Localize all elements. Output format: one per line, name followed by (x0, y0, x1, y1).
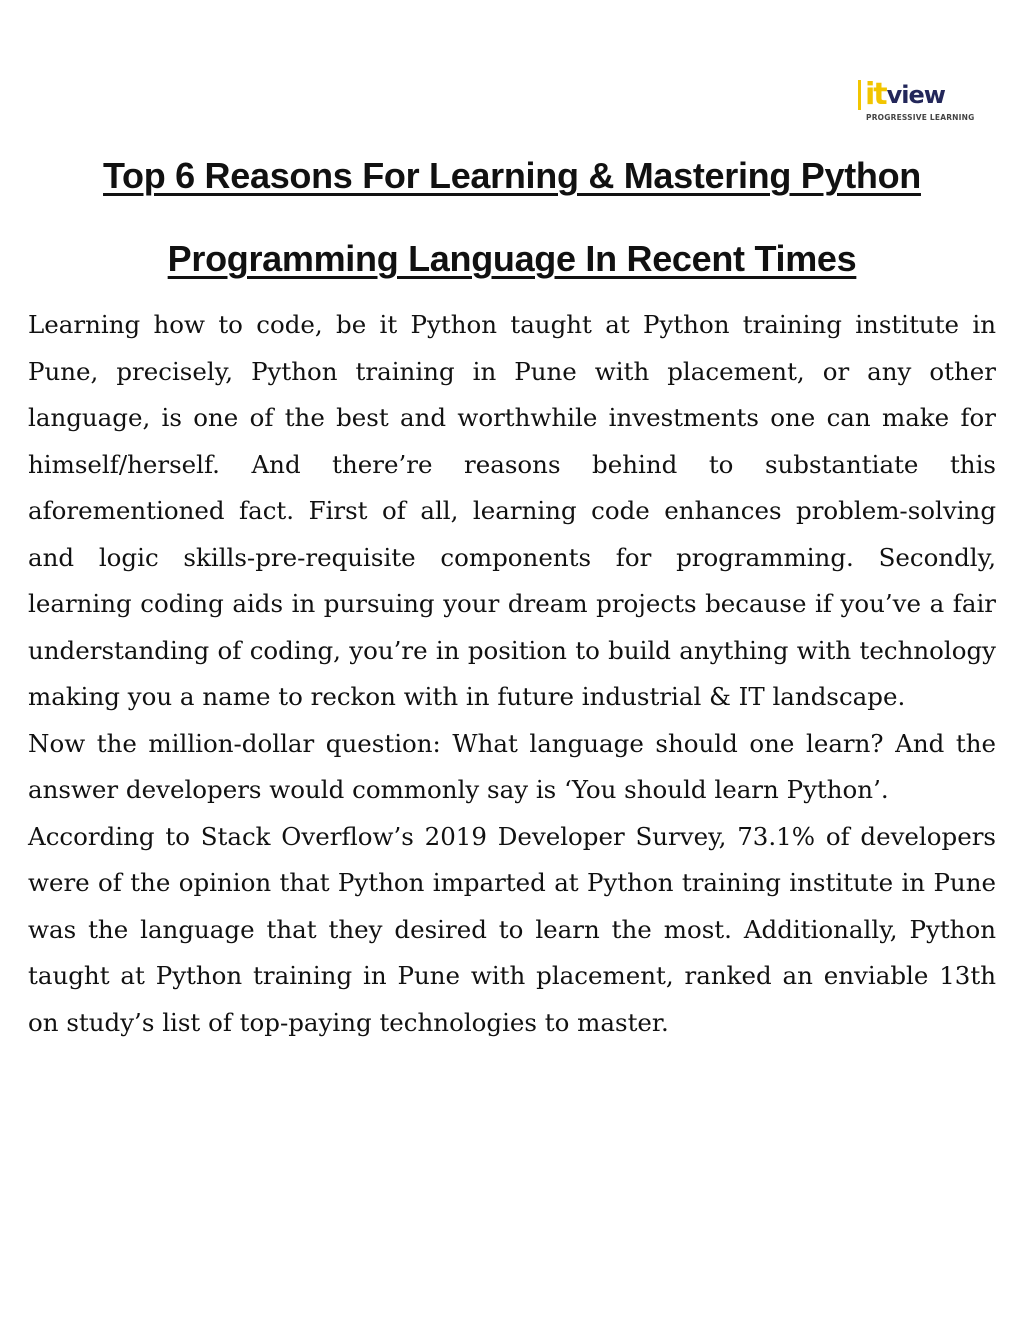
logo-tagline: PROGRESSIVE LEARNING (866, 113, 975, 122)
logo-accent-bar (858, 80, 861, 110)
paragraph-survey: According to Stack Overflow’s 2019 Developer Survey, 73.1% of developers were of the opinion that Python imparted at Python training institute in Pune was the language that they desired to learn the most. Additionally, Python taught at Python training in Pune with placement, ranked an enviable 13th on study’s list of top-paying technologies to master. (28, 821, 996, 1037)
logo-brand-it: it (865, 77, 886, 112)
logo-mark (858, 72, 945, 112)
document-title: Top 6 Reasons For Learning & Mastering Python Programming Language In Recent Times (103, 155, 921, 279)
logo-brand-view: view (886, 81, 945, 109)
paragraph-question: Now the million-dollar question: What language should one learn? And the answer developers would commonly say is ‘You should learn Python’. (28, 728, 996, 804)
brand-logo (858, 72, 978, 128)
document-body (28, 302, 996, 1046)
paragraph-intro: Learning how to code, be it Python taught at Python training institute in Pune, precisely, Python training in Pune with placement, or any other language, is one of the best and worthwhile investments one can make for himself/herself. And there’re reasons behind to substantiate this aforementioned fact. First of all, learning code enhances problem-solving and logic skills-pre-requisite components for programming. Secondly, learning coding aids in pursuing your dream projects because if you’ve a fair understanding of coding, you’re in position to build anything with technology making you a name to reckon with in future industrial & IT landscape. (28, 310, 996, 711)
